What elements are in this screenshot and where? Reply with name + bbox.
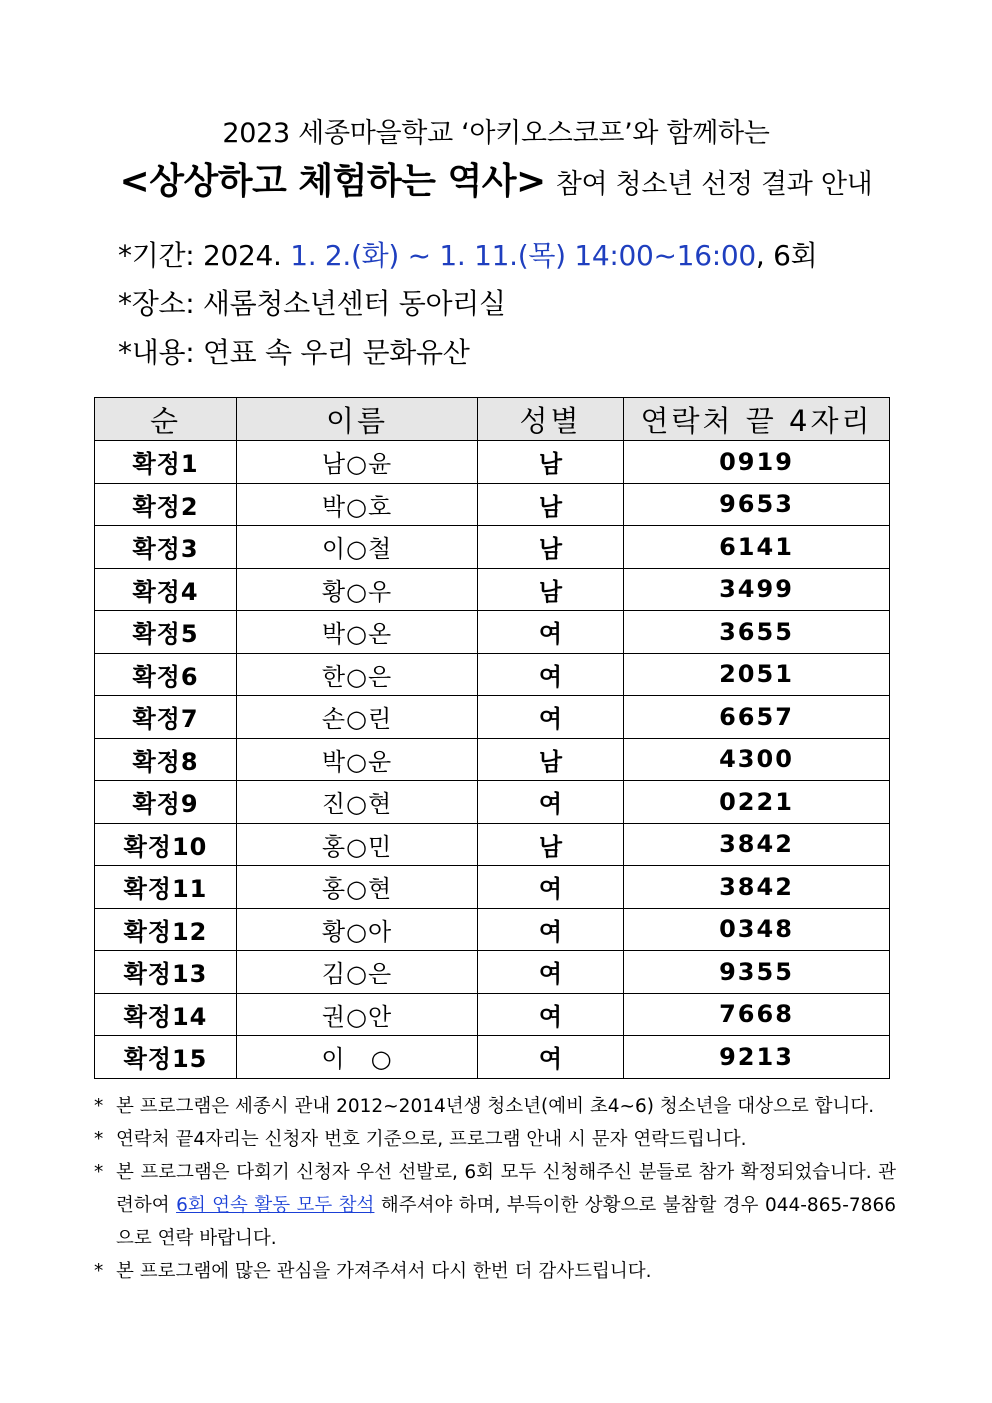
name-cell: 한○은: [237, 653, 478, 696]
rank-cell: 확정8: [95, 738, 237, 781]
period-dates: 1. 2.(화) ~ 1. 11.(목) 14:00~16:00: [290, 239, 756, 272]
table-row: [95, 823, 890, 866]
phone-cell: 9213: [624, 1036, 890, 1079]
title-line-1: 2023 세종마을학교 ‘아키오스코프’와 함께하는: [222, 118, 770, 149]
rank-cell: 확정12: [95, 908, 237, 951]
gender-cell: 여: [478, 696, 624, 739]
note-item: * 연락처 끝4자리는 신청자 번호 기준으로, 프로그램 안내 시 문자 연락드립니다.: [94, 1123, 896, 1156]
header-gender: 성별: [478, 398, 624, 441]
title-main: <상상하고 체험하는 역사>: [119, 161, 546, 202]
rank-cell: 확정2: [95, 483, 237, 526]
table-body: [95, 441, 890, 1079]
period-year: 2024.: [202, 239, 291, 272]
rank-cell: 확정3: [95, 526, 237, 569]
phone-cell: 3499: [624, 568, 890, 611]
name-cell: 홍○현: [237, 866, 478, 909]
gender-cell: 여: [478, 1036, 624, 1079]
gender-cell: 남: [478, 483, 624, 526]
table-row: [95, 441, 890, 484]
note-item: * 본 프로그램에 많은 관심을 가져주셔서 다시 한번 더 감사드립니다.: [94, 1255, 896, 1288]
name-cell: 박○운: [237, 738, 478, 781]
rank-cell: 확정7: [95, 696, 237, 739]
phone-cell: 9653: [624, 483, 890, 526]
table-row: [95, 568, 890, 611]
name-cell: 박○온: [237, 611, 478, 654]
info-place: *장소: 새롬청소년센터 동아리실: [118, 287, 506, 320]
note-text: 본 프로그램에 많은 관심을 가져주셔서 다시 한번 더 감사드립니다.: [116, 1261, 652, 1282]
phone-cell: 3655: [624, 611, 890, 654]
header-phone: 연락처 끝 4자리: [624, 398, 890, 441]
name-cell: 진○현: [237, 781, 478, 824]
table-row: [95, 696, 890, 739]
table-row: [95, 1036, 890, 1079]
table-row: [95, 866, 890, 909]
phone-cell: 0221: [624, 781, 890, 824]
gender-cell: 여: [478, 653, 624, 696]
table-row: [95, 993, 890, 1036]
table-row: [95, 738, 890, 781]
note-text: 본 프로그램은 다회기 신청자 우선 선발로, 6회 모두 신청해주신 분들로 참가 확정되었습니다. 관련하여 6회 연속 활동 모두 참석 해주셔야 하며, 부득이한 상황으로 불참할 경우 044-865-7866 으로 연락 바랍니다.: [116, 1162, 896, 1249]
gender-cell: 여: [478, 908, 624, 951]
gender-cell: 여: [478, 993, 624, 1036]
table-row: [95, 951, 890, 994]
note-item: * 본 프로그램은 세종시 관내 2012~2014년생 청소년(예비 초4~6) 청소년을 대상으로 합니다.: [94, 1090, 896, 1123]
gender-cell: 남: [478, 738, 624, 781]
name-cell: 황○아: [237, 908, 478, 951]
name-cell: 김○은: [237, 951, 478, 994]
name-cell: 박○호: [237, 483, 478, 526]
header-rank: 순: [95, 398, 237, 441]
table-row: [95, 611, 890, 654]
note-item: * 본 프로그램은 다회기 신청자 우선 선발로, 6회 모두 신청해주신 분들로 참가 확정되었습니다. 관련하여 6회 연속 활동 모두 참석 해주셔야 하며, 부득이한 상황으로 불참할 경우 044-865-7866 으로 연락 바랍니다.: [94, 1156, 896, 1255]
rank-cell: 확정13: [95, 951, 237, 994]
table-row: [95, 483, 890, 526]
rank-cell: 확정15: [95, 1036, 237, 1079]
table-row: [95, 908, 890, 951]
rank-cell: 확정1: [95, 441, 237, 484]
gender-cell: 남: [478, 441, 624, 484]
phone-cell: 0348: [624, 908, 890, 951]
period-label: *기간:: [118, 239, 203, 272]
phone-cell: 6141: [624, 526, 890, 569]
document-title: [0, 156, 992, 214]
gender-cell: 여: [478, 781, 624, 824]
rank-cell: 확정14: [95, 993, 237, 1036]
name-cell: 홍○민: [237, 823, 478, 866]
phone-cell: 4300: [624, 738, 890, 781]
name-cell: 권○안: [237, 993, 478, 1036]
gender-cell: 여: [478, 951, 624, 994]
phone-cell: 2051: [624, 653, 890, 696]
name-cell: 남○윤: [237, 441, 478, 484]
period-count: , 6회: [755, 239, 818, 272]
phone-cell: 0919: [624, 441, 890, 484]
title-sub: 참여 청소년 선정 결과 안내: [555, 169, 873, 200]
rank-cell: 확정6: [95, 653, 237, 696]
name-cell: 이 ○: [237, 1036, 478, 1079]
attendance-emphasis: 6회 연속 활동 모두 참석: [176, 1195, 375, 1216]
table-header-row: [95, 398, 890, 441]
participant-table: [94, 397, 890, 1079]
table-row: [95, 526, 890, 569]
name-cell: 이○철: [237, 526, 478, 569]
rank-cell: 확정11: [95, 866, 237, 909]
gender-cell: 남: [478, 823, 624, 866]
gender-cell: 남: [478, 526, 624, 569]
phone-cell: 3842: [624, 823, 890, 866]
header-name: 이름: [237, 398, 478, 441]
gender-cell: 여: [478, 866, 624, 909]
table-row: [95, 653, 890, 696]
note-text: 연락처 끝4자리는 신청자 번호 기준으로, 프로그램 안내 시 문자 연락드립니다.: [116, 1129, 747, 1150]
name-cell: 손○린: [237, 696, 478, 739]
rank-cell: 확정9: [95, 781, 237, 824]
table-row: [95, 781, 890, 824]
notes-section: [94, 1090, 896, 1288]
rank-cell: 확정4: [95, 568, 237, 611]
rank-cell: 확정5: [95, 611, 237, 654]
info-period: [118, 236, 817, 276]
rank-cell: 확정10: [95, 823, 237, 866]
gender-cell: 여: [478, 611, 624, 654]
info-content: *내용: 연표 속 우리 문화유산: [118, 336, 470, 369]
name-cell: 황○우: [237, 568, 478, 611]
gender-cell: 남: [478, 568, 624, 611]
phone-cell: 9355: [624, 951, 890, 994]
phone-cell: 3842: [624, 866, 890, 909]
phone-cell: 6657: [624, 696, 890, 739]
phone-cell: 7668: [624, 993, 890, 1036]
note-text: 본 프로그램은 세종시 관내 2012~2014년생 청소년(예비 초4~6) 청소년을 대상으로 합니다.: [116, 1096, 875, 1117]
